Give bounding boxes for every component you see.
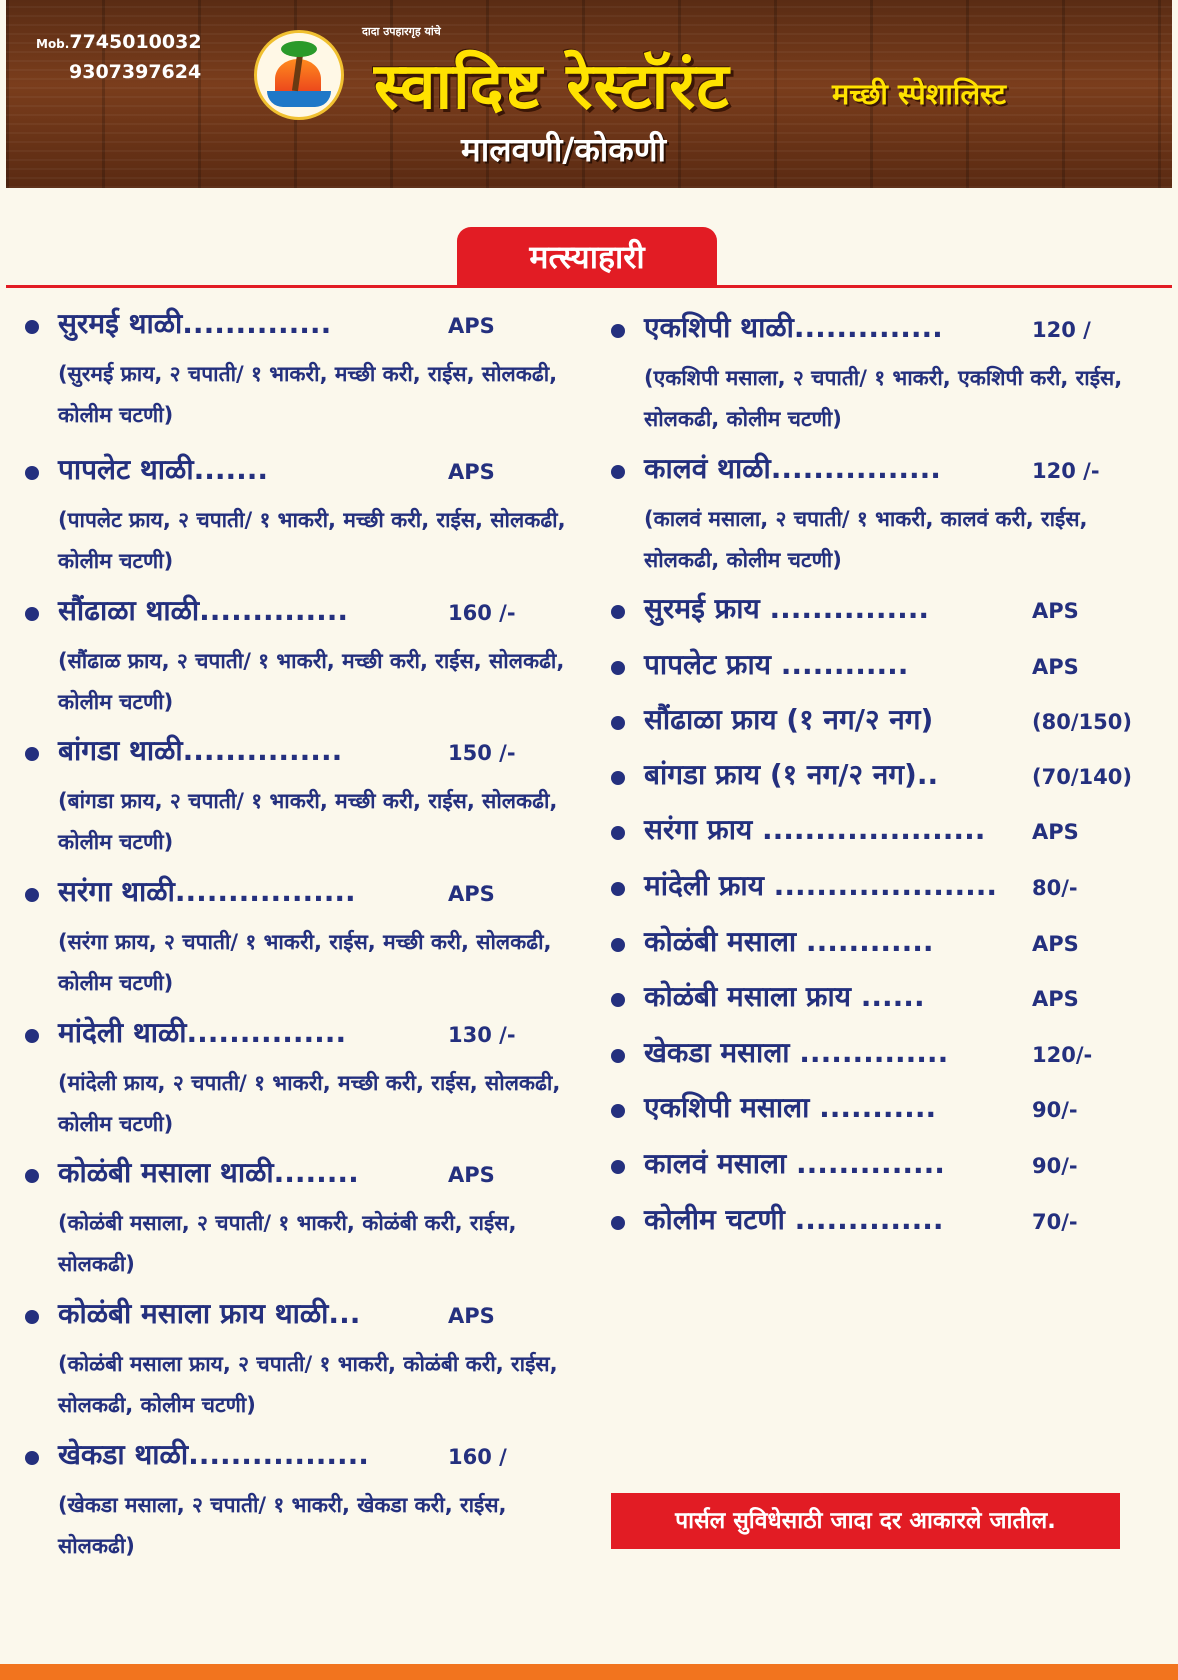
item-name: बांगडा फ्राय (१ नग/२ नग).. — [644, 758, 939, 791]
item-price: APS — [1032, 655, 1079, 679]
bullet-icon — [611, 771, 625, 785]
bullet-icon — [611, 882, 625, 896]
bullet-icon — [611, 716, 625, 730]
item-price: 70/- — [1032, 1210, 1078, 1234]
item-name: सौंढाळा थाळी.............. — [58, 594, 349, 627]
specialty: मच्छी स्पेशालिस्ट — [832, 77, 1007, 111]
item-price: APS — [448, 460, 495, 484]
bullet-icon — [25, 466, 39, 480]
item-price: 80/- — [1032, 876, 1078, 900]
item-name: मांदेली थाळी............... — [58, 1016, 347, 1049]
item-price: 130 /- — [448, 1023, 516, 1047]
bullet-icon — [611, 605, 625, 619]
phone-2: 9307397624 — [69, 61, 202, 83]
item-name: सुरमई फ्राय ............... — [644, 592, 929, 625]
bullet-icon — [611, 993, 625, 1007]
item-price: (70/140) — [1032, 765, 1132, 789]
item-description: (कोळंबी मसाला, २ चपाती/ १ भाकरी, कोळंबी करी, राईस, सोलकढी) — [58, 1211, 517, 1276]
item-name: कालवं मसाला .............. — [644, 1147, 945, 1180]
item-description: (सुरमई फ्राय, २ चपाती/ १ भाकरी, मच्छी करी, राईस, सोलकढी, कोलीम चटणी) — [58, 362, 558, 427]
item-price: 90/- — [1032, 1098, 1078, 1122]
bullet-icon — [25, 1451, 39, 1465]
section-title: मत्स्याहारी — [457, 227, 717, 286]
bullet-icon — [611, 661, 625, 675]
item-name: पापलेट फ्राय ............ — [644, 648, 909, 681]
item-price: 160 /- — [448, 601, 516, 625]
item-name: कोळंबी मसाला फ्राय ...... — [644, 980, 925, 1013]
item-description: (कालवं मसाला, २ चपाती/ १ भाकरी, कालवं करी, राईस, सोलकढी, कोलीम चटणी) — [644, 507, 1088, 572]
bullet-icon — [611, 1049, 625, 1063]
item-price: APS — [1032, 987, 1079, 1011]
item-description: (मांदेली फ्राय, २ चपाती/ १ भाकरी, मच्छी करी, राईस, सोलकढी, कोलीम चटणी) — [58, 1071, 561, 1136]
restaurant-name: स्वादिष्ट रेस्टॉरंट — [374, 50, 730, 124]
bullet-icon — [611, 1160, 625, 1174]
restaurant-logo-icon — [254, 30, 344, 120]
item-price: 120/- — [1032, 1043, 1093, 1067]
item-description: (खेकडा मसाला, २ चपाती/ १ भाकरी, खेकडा करी, राईस, सोलकढी) — [58, 1493, 507, 1558]
item-name: कोळंबी मसाला ............ — [644, 925, 934, 958]
item-price: APS — [448, 1304, 495, 1328]
item-price: APS — [1032, 932, 1079, 956]
parcel-note: पार्सल सुविधेसाठी जादा दर आकारले जातील. — [611, 1493, 1120, 1549]
cuisine-type: मालवणी/कोकणी — [461, 130, 667, 169]
item-price: APS — [1032, 599, 1079, 623]
bullet-icon — [611, 1216, 625, 1230]
item-description: (पापलेट फ्राय, २ चपाती/ १ भाकरी, मच्छी करी, राईस, सोलकढी, कोलीम चटणी) — [58, 508, 566, 573]
item-name: एकशिपी मसाला ........... — [644, 1091, 937, 1124]
mob-label: Mob. — [36, 37, 70, 51]
footer-band — [0, 1664, 1178, 1680]
item-name: एकशिपी थाळी.............. — [644, 311, 943, 344]
item-price: (80/150) — [1032, 710, 1132, 734]
bullet-icon — [25, 1310, 39, 1324]
bullet-icon — [611, 826, 625, 840]
item-name: सुरमई थाळी.............. — [58, 307, 332, 340]
bullet-icon — [25, 1029, 39, 1043]
item-description: (कोळंबी मसाला फ्राय, २ चपाती/ १ भाकरी, कोळंबी करी, राईस, सोलकढी, कोलीम चटणी) — [58, 1352, 558, 1417]
item-name: कोळंबी मसाला थाळी........ — [58, 1156, 359, 1189]
header-banner — [6, 0, 1172, 188]
item-price: APS — [448, 1163, 495, 1187]
item-price: 120 /- — [1032, 459, 1100, 483]
bullet-icon — [25, 607, 39, 621]
item-name: पापलेट थाळी....... — [58, 453, 269, 486]
item-name: मांदेली फ्राय ..................... — [644, 869, 998, 902]
item-description: (सौंढाळ फ्राय, २ चपाती/ १ भाकरी, मच्छी करी, राईस, सोलकढी, कोलीम चटणी) — [58, 649, 565, 714]
item-name: सौंढाळा फ्राय (१ नग/२ नग) — [644, 703, 934, 736]
item-price: APS — [1032, 820, 1079, 844]
item-name: बांगडा थाळी............... — [58, 734, 343, 767]
item-name: सरंगा फ्राय ..................... — [644, 813, 986, 846]
item-description: (बांगडा फ्राय, २ चपाती/ १ भाकरी, मच्छी करी, राईस, सोलकढी, कोलीम चटणी) — [58, 789, 558, 854]
item-price: 120 / — [1032, 318, 1091, 342]
bullet-icon — [25, 1169, 39, 1183]
item-price: 160 / — [448, 1445, 507, 1469]
bullet-icon — [25, 747, 39, 761]
bullet-icon — [611, 938, 625, 952]
bullet-icon — [25, 320, 39, 334]
item-name: खेकडा मसाला .............. — [644, 1036, 949, 1069]
item-name: कोळंबी मसाला फ्राय थाळी... — [58, 1297, 361, 1330]
bullet-icon — [611, 1104, 625, 1118]
item-description: (एकशिपी मसाला, २ चपाती/ १ भाकरी, एकशिपी करी, राईस, सोलकढी, कोलीम चटणी) — [644, 366, 1123, 431]
item-price: 90/- — [1032, 1154, 1078, 1178]
item-price: APS — [448, 314, 495, 338]
item-name: कालवं थाळी................ — [644, 452, 941, 485]
item-price: 150 /- — [448, 741, 516, 765]
tagline: दादा उपहारगृह यांचे — [362, 25, 441, 38]
item-name: खेकडा थाळी................. — [58, 1438, 369, 1471]
bullet-icon — [25, 888, 39, 902]
item-name: सरंगा थाळी................. — [58, 875, 356, 908]
bullet-icon — [611, 465, 625, 479]
phone-1: 7745010032 — [69, 31, 202, 53]
item-description: (सरंगा फ्राय, २ चपाती/ १ भाकरी, राईस, मच्छी करी, सोलकढी, कोलीम चटणी) — [58, 930, 552, 995]
item-name: कोलीम चटणी .............. — [644, 1203, 944, 1236]
bullet-icon — [611, 324, 625, 338]
item-price: APS — [448, 882, 495, 906]
contact-numbers — [36, 28, 202, 86]
